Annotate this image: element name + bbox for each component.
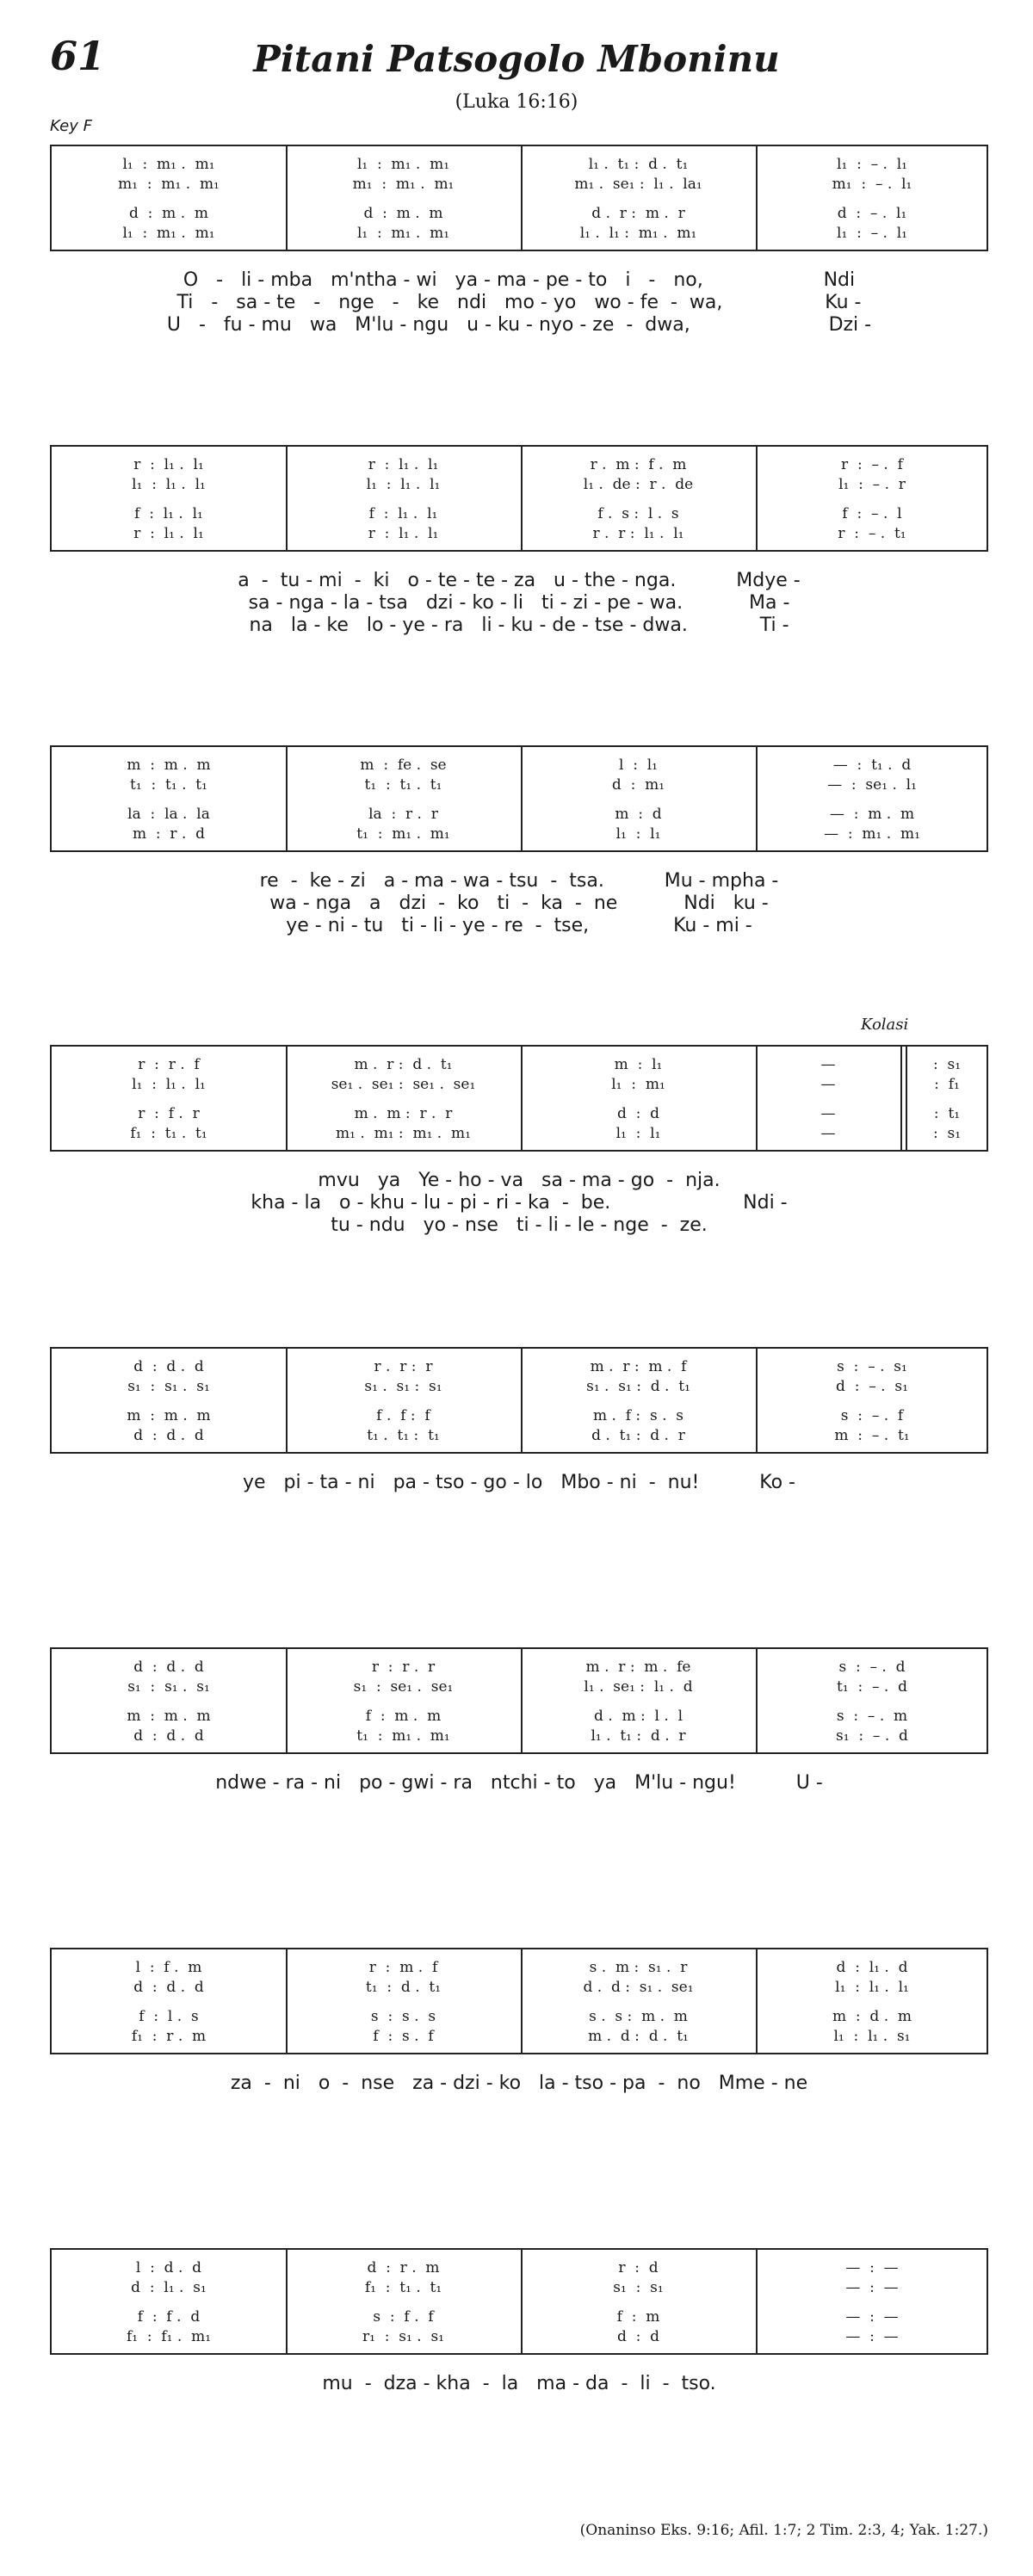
note-line: f : m [616,2308,660,2326]
note-line: — : t₁ . d [832,757,912,774]
double-barline [900,1047,902,1150]
note-line: m . r : m . fe [585,1659,691,1676]
note-line: d : l₁ . s₁ [131,2279,207,2296]
note-line: d : d [616,2328,660,2345]
lyric-line: sa - nga - la - tsa dzi - ko - li ti - zi - pe - wa. Ma - [248,592,790,614]
note-line: r : r . f [138,1056,200,1073]
note-line: f : f . d [137,2308,201,2326]
note-line: l₁ : m₁ . m₁ [122,225,215,242]
note-line: m₁ . se₁ : l₁ . la₁ [574,176,702,193]
note-line: f : l₁ . l₁ [368,505,438,522]
note-line: se₁ . se₁ : se₁ . se₁ [331,1076,476,1093]
note-line: d : m₁ [611,776,665,794]
hymn-title: Pitani Patsogolo Mboninu [253,38,780,80]
music-system [50,145,988,251]
note-line: r : – . t₁ [838,525,906,542]
note-line: s₁ : s₁ . s₁ [127,1378,210,1395]
note-line: s . m : s₁ . r [589,1959,688,1976]
note-line: f₁ : t₁ . t₁ [130,1125,207,1142]
note-line: m₁ : m₁ . m₁ [118,176,220,193]
note-line: d : d . d [133,1427,204,1444]
note-line: m . r : d . t₁ [354,1056,453,1073]
note-line: m : fe . se [360,757,447,774]
note-line: d : m . m [363,205,443,222]
lyric-line: na la - ke lo - ye - ra li - ku - de - tse - dwa. Ti - [249,615,789,636]
note-line: d : – . l₁ [837,205,907,222]
note-line: m : – . t₁ [834,1427,910,1444]
note-line: l₁ : l₁ . l₁ [132,476,206,493]
note-line: r . r : l₁ . l₁ [592,525,684,542]
note-line: t₁ : m₁ . m₁ [356,825,450,843]
note-line: r : l₁ . l₁ [133,525,204,542]
note-line: — : — [845,2259,899,2276]
note-line: r : – . f [841,456,903,473]
note-line: t₁ : – . d [837,1678,907,1696]
note-line: f : m . m [365,1708,442,1725]
note-line: l₁ . l₁ : m₁ . m₁ [579,225,697,242]
note-line: l₁ : m₁ . m₁ [356,225,450,242]
note-line: t₁ : m₁ . m₁ [356,1727,450,1745]
note-line: m₁ : – . l₁ [832,176,912,193]
note-line: f : – . l [842,505,902,522]
scripture-references: (Onaninso Eks. 9:16; Afil. 1:7; 2 Tim. 2:3, 4; Yak. 1:27.) [579,2522,988,2539]
lyric-line: za - ni o - nse za - dzi - ko la - tso - pa - no Mme - ne [230,2073,808,2094]
note-line: la : r . r [368,806,438,823]
note-line: — : m₁ . m₁ [824,825,920,843]
lyric-line: ye pi - ta - ni pa - tso - go - lo Mbo - ni - nu! Ko - [242,1472,795,1493]
note-line: s : f . f [373,2308,434,2326]
note-line: m₁ . m₁ : m₁ . m₁ [336,1125,471,1142]
note-line: m : r . d [132,825,206,843]
note-line: t₁ : t₁ . t₁ [364,776,442,794]
lyric-line: Ti - sa - te - nge - ke ndi mo - yo wo - fe - wa, Ku - [176,292,862,313]
note-line: l₁ . se₁ : l₁ . d [584,1678,693,1696]
note-line: — : — [845,2308,899,2326]
note-line: m . m : r . r [354,1105,453,1122]
note-line: s : – . m [836,1708,908,1725]
note-line: — : — [845,2328,899,2345]
note-line: l₁ : m₁ . m₁ [122,156,215,173]
note-line: m : m . m [127,1708,211,1725]
hymn-number: 61 [50,33,106,79]
note-line: — [820,1125,836,1142]
note-line: d : d . d [133,1727,204,1745]
note-line: r : l₁ . l₁ [368,525,439,542]
note-line: d : l₁ . d [836,1959,908,1976]
note-line: r₁ : s₁ . s₁ [362,2328,444,2345]
note-line: l₁ . t₁ : d . r [591,1727,686,1745]
note-line: l₁ : – . l₁ [837,225,907,242]
note-line: l : f . m [135,1959,202,1976]
note-line: s₁ : – . d [836,1727,908,1745]
note-line: l₁ : l₁ . l₁ [835,1979,909,1996]
note-line: d : – . s₁ [836,1378,908,1395]
lyric-line: a - tu - mi - ki o - te - te - za u - the - nga. Mdye - [238,570,801,591]
hymn-reference: (Luka 16:16) [455,91,578,113]
note-line: r : l₁ . l₁ [368,456,439,473]
note-line: r : m . f [368,1959,438,1976]
music-system [50,2248,988,2355]
note-line: l₁ . t₁ : d . t₁ [588,156,689,173]
note-line: l₁ : – . l₁ [837,156,907,173]
lyric-line: kha - la o - khu - lu - pi - ri - ka - be. Ndi - [251,1192,788,1214]
note-line: r : d [618,2259,659,2276]
note-line: l₁ . de : r . de [583,476,694,493]
note-line: d : d [616,1105,660,1122]
note-line: d : d . d [133,1358,204,1375]
note-line: d . m : l . l [593,1708,684,1725]
note-line: m : d . m [832,2008,912,2025]
note-line: d . d : s₁ . se₁ [583,1979,694,1996]
note-line: r . m : f . m [590,456,687,473]
note-line: s : – . f [840,1407,904,1424]
note-line: d : d . d [133,1659,204,1676]
note-line: t₁ : d . t₁ [365,1979,442,1996]
music-system [50,1045,988,1152]
note-line: s₁ . s₁ : d . t₁ [586,1378,690,1395]
note-line: m : m . m [127,757,211,774]
lyric-line: wa - nga a dzi - ko ti - ka - ne Ndi ku - [269,893,769,914]
note-line: l₁ : – . r [838,476,906,493]
note-line: l : d . d [135,2259,202,2276]
note-line: m . r : m . f [590,1358,687,1375]
lyric-line: ndwe - ra - ni po - gwi - ra ntchi - to ya M'lu - ngu! U - [215,1772,823,1794]
note-line: : f₁ [934,1076,960,1093]
note-line: m : d [615,806,662,823]
lyric-line: mu - dza - kha - la ma - da - li - tso. [322,2373,716,2394]
note-line: s₁ : s₁ [613,2279,664,2296]
note-line: r : l₁ . l₁ [133,456,204,473]
note-line: f : l₁ . l₁ [134,505,203,522]
note-line: f . f : f [376,1407,430,1424]
note-line: d : r . m [367,2259,440,2276]
note-line: m : m . m [127,1407,211,1424]
music-system [50,445,988,552]
note-line: : s₁ [932,1056,962,1073]
lyric-line: re - ke - zi a - ma - wa - tsu - tsa. Mu - mpha - [259,870,779,892]
note-line: l₁ : l₁ . l₁ [366,476,441,493]
note-line: — : — [845,2279,899,2296]
chorus-label: Kolasi [861,1016,909,1034]
note-line: m . d : d . t₁ [588,2028,689,2045]
lyric-line: mvu ya Ye - ho - va sa - ma - go - nja. [318,1170,721,1191]
note-line: s : – . d [838,1659,906,1676]
note-line: l : l₁ [618,757,659,774]
note-line: f : s . f [373,2028,434,2045]
note-line: f₁ : f₁ . m₁ [126,2328,212,2345]
note-line: t₁ . t₁ : t₁ [367,1427,440,1444]
music-system [50,1647,988,1754]
note-line: l₁ : l₁ . s₁ [833,2028,911,2045]
note-line: : t₁ [933,1105,961,1122]
music-system [50,1948,988,2054]
lyric-line: U - fu - mu wa M'lu - ngu u - ku - nyo - ze - dwa, Dzi - [166,314,872,336]
note-line: s : – . s₁ [837,1358,907,1375]
note-line: r . r : r [374,1358,433,1375]
note-line: d : m . m [128,205,209,222]
note-line: la : la . la [127,806,210,823]
note-line: f₁ : r . m [131,2028,207,2045]
note-line: d : d . d [133,1979,204,1996]
note-line: f . s : l . s [597,505,679,522]
note-line: l₁ : l₁ . l₁ [132,1076,206,1093]
note-line: m : l₁ [614,1056,663,1073]
note-line: s : s . s [370,2008,436,2025]
note-line: : s₁ [932,1125,962,1142]
note-line: d . t₁ : d . r [591,1427,685,1444]
note-line: — [820,1056,836,1073]
note-line: f₁ : t₁ . t₁ [364,2279,442,2296]
music-system [50,1347,988,1454]
note-line: l₁ : m₁ [611,1076,665,1093]
note-line: — [820,1105,836,1122]
note-line: m . f : s . s [592,1407,684,1424]
key-signature: Key F [50,117,92,135]
note-line: l₁ : l₁ [615,825,661,843]
note-line: r : r . r [371,1659,436,1676]
music-system [50,745,988,852]
note-line: l₁ : m₁ . m₁ [356,156,450,173]
note-line: — : m . m [829,806,915,823]
note-line: l₁ : l₁ [615,1125,661,1142]
note-line: d . r : m . r [591,205,685,222]
note-line: — : se₁ . l₁ [827,776,917,794]
note-line: s₁ : s₁ . s₁ [127,1678,210,1696]
note-line: s₁ : se₁ . se₁ [353,1678,454,1696]
note-line: r : f . r [138,1105,200,1122]
note-line: — [820,1076,836,1093]
note-line: s₁ . s₁ : s₁ [364,1378,442,1395]
lyric-line: tu - ndu yo - nse ti - li - le - nge - ze. [331,1214,708,1236]
note-line: f : l . s [139,2008,199,2025]
lyric-line: O - li - mba m'ntha - wi ya - ma - pe - to i - no, Ndi [182,269,856,291]
lyric-line: ye - ni - tu ti - li - ye - re - tse, Ku - mi - [286,915,752,936]
note-line: t₁ : t₁ . t₁ [130,776,207,794]
note-line: m₁ : m₁ . m₁ [352,176,455,193]
note-line: s . s : m . m [589,2008,688,2025]
